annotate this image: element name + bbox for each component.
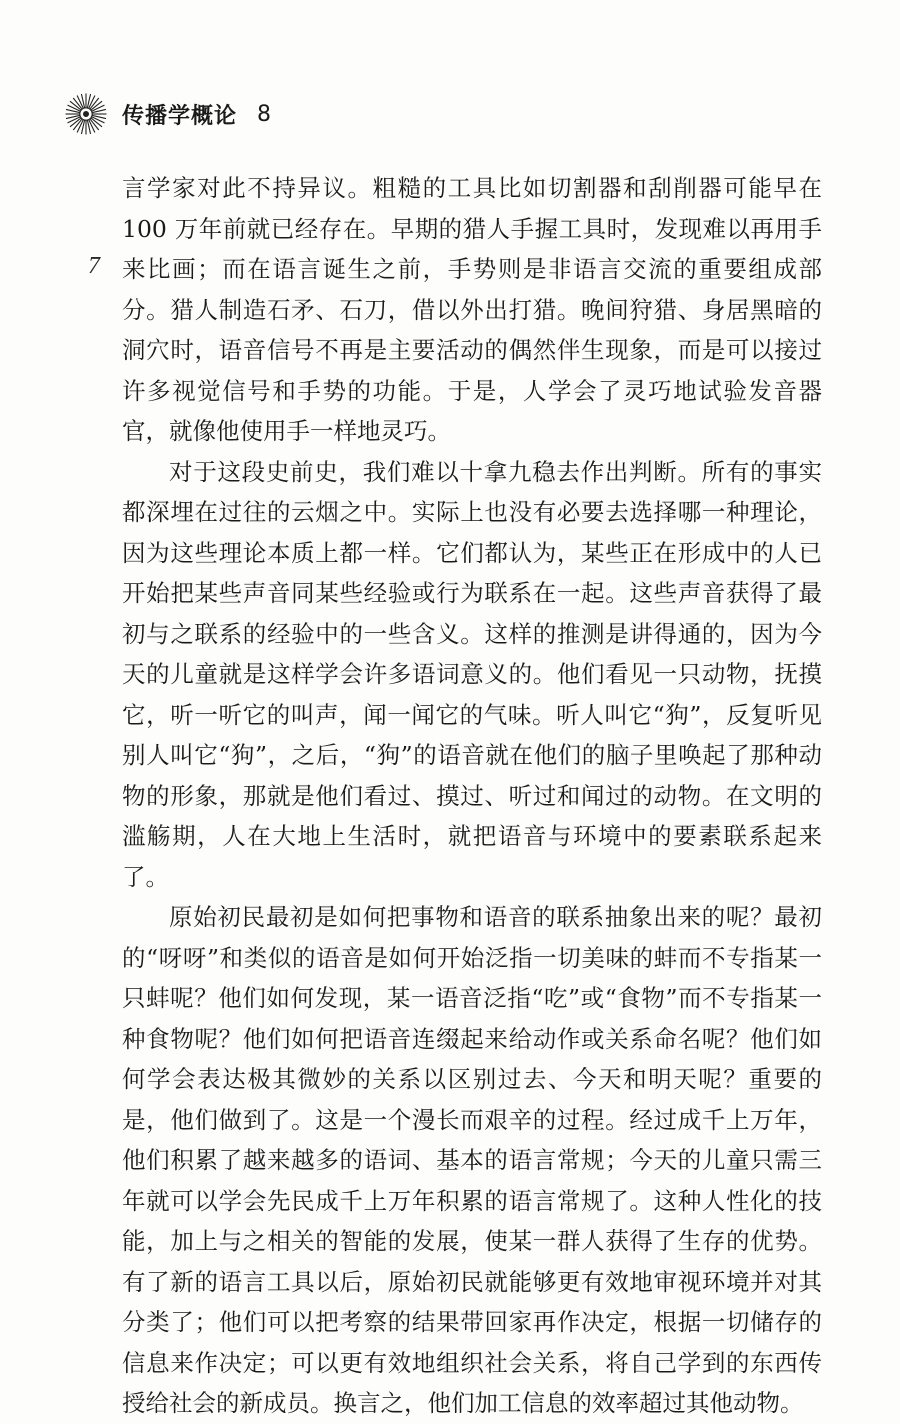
paragraph: 言学家对此不持异议。粗糙的工具比如切割器和刮削器可能早在 100 万年前就已经存在。早期的猎人手握工具时，发现难以再用手来比画；而在语言诞生之前，手势则是非语言交流的重要组成部分。猎人制造石矛、石刀，借以外出打猎。晚间狩猎、身居黑暗的洞穴时，语音信号不再是主要活动的偶然伴生现象，而是可以接过许多视觉信号和手势的功能。于是，人学会了灵巧地试验发音器官，就像他使用手一样地灵巧。 [122, 174, 822, 445]
chrysanthemum-emblem-icon [64, 92, 108, 136]
page-number: 8 [257, 101, 272, 127]
paragraph: 对于这段史前史，我们难以十拿九稳去作出判断。所有的事实都深埋在过往的云烟之中。实际上也没有必要去选择哪一种理论，因为这些理论本质上都一样。它们都认为，某些正在形成中的人已开始把某些声音同某些经验或行为联系在一起。这些声音获得了最初与之联系的经验中的一些含义。这样的推测是讲得通的，因为今天的儿童就是这样学会许多语词意义的。他们看见一只动物，抚摸它，听一听它的叫声，闻一闻它的气味。听人叫它“狗”，反复听见别人叫它“狗”，之后，“狗”的语音就在他们的脑子里唤起了那种动物的形象，那就是他们看过、摸过、听过和闻过的动物。在文明的滥觞期，人在大地上生活时，就把语音与环境中的要素联系起来了。 [122, 457, 822, 891]
margin-page-reference: 7 [88, 253, 100, 279]
paragraph: 原始初民最初是如何把事物和语音的联系抽象出来的呢？最初的“呀呀”和类似的语音是如何开始泛指一切美味的蚌而不专指某一只蚌呢？他们如何发现，某一语音泛指“吃”或“食物”而不专指某一种食物呢？他们如何把语音连缀起来给动作或关系命名呢？他们如何学会表达极其微妙的关系以区别过去、今天和明天呢？重要的是，他们做到了。这是一个漫长而艰辛的过程。经过成千上万年，他们积累了越来越多的语词、基本的语言常规；今天的儿童只需三年就可以学会先民成千上万年积累的语言常规了。这种人性化的技能，加上与之相关的智能的发展，使某一群人获得了生存的优势。有了新的语言工具以后，原始初民就能够更有效地审视环境并对其分类了；他们可以把考察的结果带回家再作决定，根据一切储存的信息来作决定；可以更有效地组织社会关系，将自己学到的东西传授给社会的新成员。换言之，他们加工信息的效率超过其他动物。 [122, 903, 822, 1417]
body-text [122, 168, 822, 1424]
book-title: 传播学概论 [122, 103, 238, 129]
running-header [64, 92, 271, 136]
